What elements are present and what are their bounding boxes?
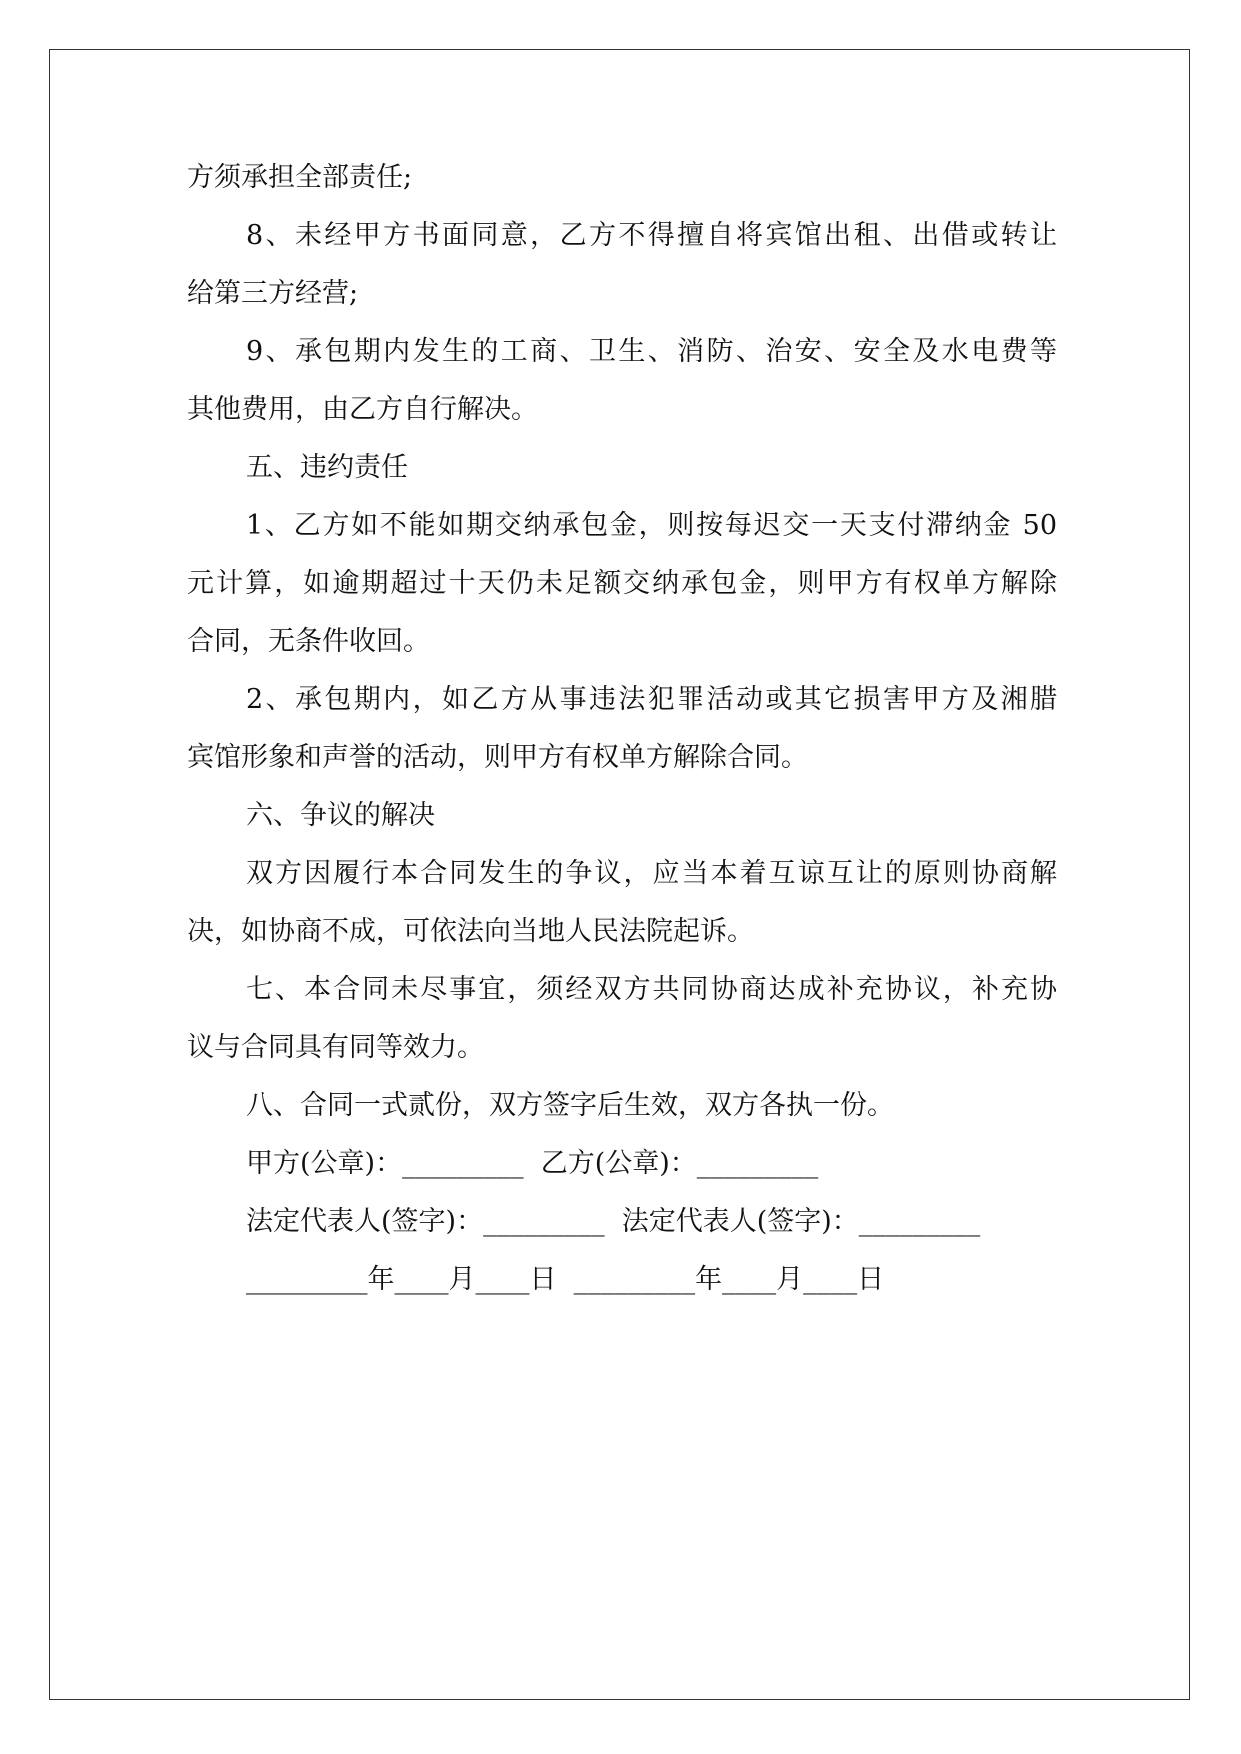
clause-8-line-1: 8、未经甲方书面同意，乙方不得擅自将宾馆出租、出借或转让	[246, 220, 1057, 251]
date-line: _________年____月____日 _________年____月____日	[246, 1264, 885, 1295]
breach-1-line-3: 合同，无条件收回。	[187, 626, 430, 657]
breach-1-line-2: 元计算，如逾期超过十天仍未足额交纳承包金，则甲方有权单方解除	[187, 568, 1057, 599]
breach-1-line-1: 1、乙方如不能如期交纳承包金，则按每迟交一天支付滞纳金 50	[246, 510, 1057, 541]
clause-9-line-2: 其他费用，由乙方自行解决。	[187, 394, 538, 425]
breach-2-line-1: 2、承包期内，如乙方从事违法犯罪活动或其它损害甲方及湘腊	[246, 684, 1057, 715]
breach-2-line-2: 宾馆形象和声誉的活动，则甲方有权单方解除合同。	[187, 742, 808, 773]
section-heading-breach: 五、违约责任	[246, 452, 408, 483]
clause-8-copies: 八、合同一式贰份，双方签字后生效，双方各执一份。	[246, 1090, 894, 1121]
clause-7-line-1: 七、本合同未尽事宜，须经双方共同协商达成补充协议，补充协	[246, 974, 1057, 1005]
clause-9-line-1: 9、承包期内发生的工商、卫生、消防、治安、安全及水电费等	[246, 336, 1057, 367]
clause-8-line-2: 给第三方经营;	[187, 278, 359, 309]
seal-line: 甲方(公章)：_________ 乙方(公章)：_________	[246, 1148, 819, 1179]
clause-7-line-2: 议与合同具有同等效力。	[187, 1032, 484, 1063]
text-line: 方须承担全部责任;	[187, 162, 413, 193]
section-heading-dispute: 六、争议的解决	[246, 800, 435, 831]
dispute-line-2: 决，如协商不成，可依法向当地人民法院起诉。	[187, 916, 754, 947]
representative-signature-line: 法定代表人(签字)：_________ 法定代表人(签字)：_________	[246, 1206, 981, 1237]
dispute-line-1: 双方因履行本合同发生的争议，应当本着互谅互让的原则协商解	[246, 858, 1057, 889]
